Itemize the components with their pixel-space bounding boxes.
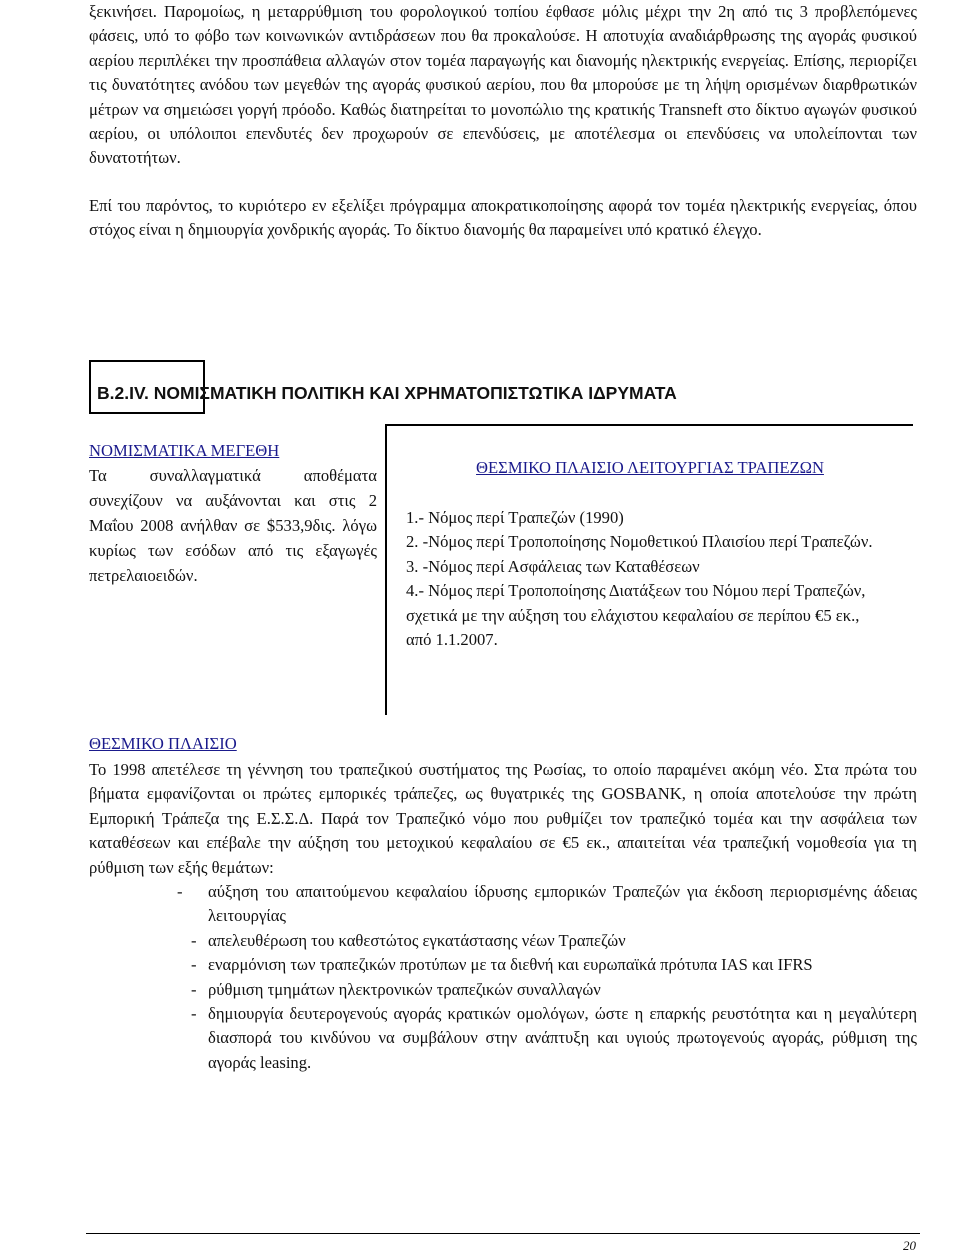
bullet-text: δημιουργία δευτερογενούς αγοράς κρατικών ομολόγων, ώστε η επαρκής ρευστότητα και η μεγαλύτερη διασπορά του κινδύνου να συμβάλουν στην ανάπτυξη και υγιούς πρωτογενούς αγοράς, ρύθμιση της αγοράς leasing. (208, 1004, 917, 1072)
bullet-dash: - (191, 1004, 197, 1024)
banking-law-item: 1.- Νόμος περί Τραπεζών (1990) (406, 508, 624, 527)
monetary-aggregates (89, 438, 377, 588)
monetary-body: Τα συναλλαγματικά αποθέματα συνεχίζουν να αυξάνονται και στις 2 Μαΐου 2008 ανήλθαν σε $533,9δις. λόγω κυρίως των εσόδων από τις εξαγωγές πετρελαιοειδών. (89, 466, 377, 585)
bullet-item (171, 953, 917, 977)
intro-paragraph-1: ξεκινήσει. Παρομοίως, η μεταρρύθμιση του φορολογικού τοπίου έφθασε μόλις μέχρι την 2η από τις 3 προβλεπόμενες φάσεις, υπό το φόβο των κοινωνικών αντιδράσεων που θα προκαλούσε. Η αποτυχία αναδιάρθρωσης της αγοράς φυσικού αερίου περιπλέκει την προσπάθεια αλλαγών στον τομέα παραγωγής και διανομής ηλεκτρικής ενεργείας. Επίσης, περιορίζει τις δυνατότητες ανόδου των μεγεθών της αγοράς φυσικού αερίου, που θα μπορούσε με τη λήψη ορισμένων διαρθρωτικών μέτρων να σημειώσει γοργή πρόοδο. Καθώς διατηρείται το μονοπώλιο της κρατικής Transneft στο δίκτυο αγωγών φυσικού αερίου, οι υπόλοιποι επενδυτές δεν προχωρούν σε επενδύσεις, με αποτέλεσμα οι επενδύσεις να υπολείπονται των δυνατοτήτων. (89, 2, 917, 168)
banking-law-item: 3. -Νόμος περί Ασφάλειας των Καταθέσεων (406, 556, 700, 576)
bullet-item (171, 1002, 917, 1075)
bullet-item (171, 929, 917, 953)
banking-law-item: 4.- Νόμος περί Τροποποίησης Διατάξεων του Νόμου περί Τραπεζών, σχετικά με την αύξηση του ελάχιστου κεφαλαίου σε περίπου €5 εκ., από 1.1.2007. (406, 581, 866, 650)
bullet-text: αύξηση του απαιτούμενου κεφαλαίου ίδρυσης εμπορικών Τραπεζών για έκδοση περιορισμένης άδειας λειτουργίας (208, 882, 917, 926)
bullet-text: εναρμόνιση των τραπεζικών προτύπων με τα διεθνή και ευρωπαϊκά πρότυπα IAS και IFRS (208, 955, 813, 975)
bullet-dash: - (191, 930, 197, 950)
bullet-dash: - (177, 882, 183, 901)
bullet-item (171, 880, 917, 929)
bullet-dash: - (191, 955, 197, 975)
bullet-text: ρύθμιση τμημάτων ηλεκτρονικών τραπεζικών συναλλαγών (208, 979, 601, 999)
footer-rule (86, 1233, 920, 1234)
section-title: Β.2.IV. ΝΟΜΙΣΜΑΤΙΚΗ ΠΟΛΙΤΙΚΗ ΚΑΙ ΧΡΗΜΑΤΟΠΙΣΤΩΤΙΚΑ ΙΔΡΥΜΑΤΑ (97, 383, 677, 403)
banking-law-item: 2. -Νόμος περί Τροποποίησης Νομοθετικού Πλαισίου περί Τραπεζών. (406, 532, 873, 552)
monetary-heading: ΝΟΜΙΣΜΑΤΙΚΑ ΜΕΓΕΘΗ (89, 441, 280, 460)
framework-bullets (171, 880, 917, 1075)
framework-paragraph: Το 1998 απετέλεσε τη γέννηση του τραπεζικού συστήματος της Ρωσίας, το οποίο παραμένει ακόμη νέο. Στα πρώτα του βήματα εμφανίζονται οι πρώτες εμπορικές τράπεζες, ως θυγατρικές της GOSBANK, η οποία αποτελούσε την πρώτη Εμπορική Τράπεζα της Ε.Σ.Σ.Δ. Παρά τον Τραπεζικό νόμο που ρυθμίζει τον τραπεζικό τομέα και την ασφάλεια των καταθέσεων και επέβαλε την αύξηση του μετοχικού κεφαλαίου σε €5 εκ., απαιτείται νέα τραπεζική νομοθεσία για τη ρύθμιση των εξής θεμάτων: (89, 760, 917, 877)
banking-box-title: ΘΕΣΜΙΚΟ ΠΛΑΙΣΙΟ ΛΕΙΤΟΥΡΓΙΑΣ ΤΡΑΠΕΖΩΝ (476, 458, 824, 477)
bullet-item (171, 978, 917, 1002)
intro-paragraph-2: Επί του παρόντος, το κυριότερο εν εξελίξει πρόγραμμα αποκρατικοποίησης αφορά τον τομέα ηλεκτρικής ενεργείας, όπου στόχος είναι η δημιουργία χονδρικής αγοράς. Το δίκτυο διανομής θα παραμείνει υπό κρατικό έλεγχο. (89, 196, 917, 240)
page-number: 20 (903, 1238, 916, 1253)
framework-heading: ΘΕΣΜΙΚΟ ΠΛΑΙΣΙΟ (89, 734, 237, 753)
bullet-dash: - (191, 979, 197, 999)
bullet-text: απελευθέρωση του καθεστώτος εγκατάστασης νέων Τραπεζών (208, 930, 626, 950)
banking-framework-box (385, 424, 913, 715)
banking-laws-list (406, 506, 886, 652)
